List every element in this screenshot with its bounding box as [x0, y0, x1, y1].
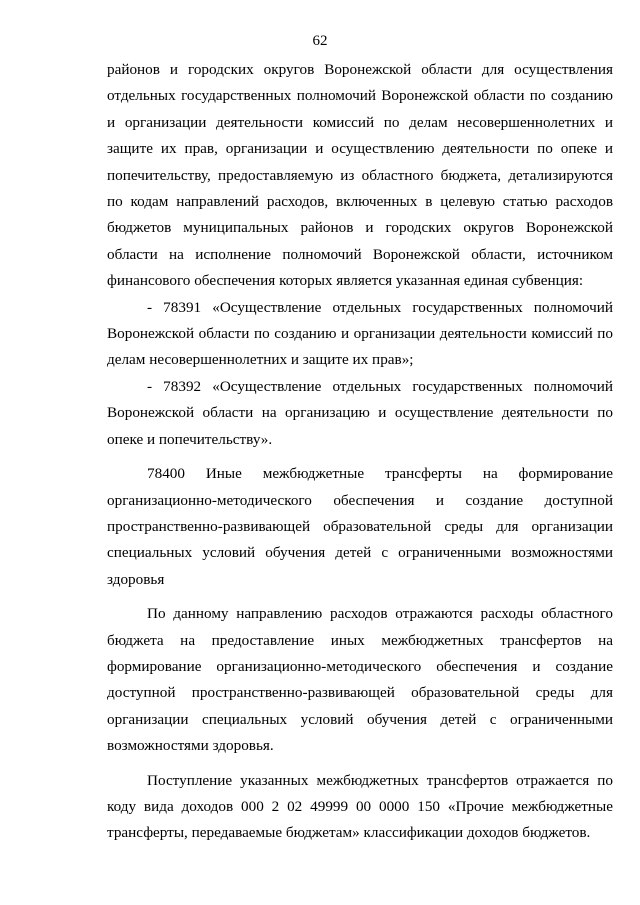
heading-code-78400: 78400 Иные межбюджетные трансферты на формирование организационно-методического обеспечения и создание доступной пространственно-развивающей образовательной среды для организации специальных условий обучения детей с ограниченными возможностями здоровья [107, 465, 613, 588]
paragraph-expense-description: По данному направлению расходов отражаются расходы областного бюджета на предоставление иных межбюджетных трансфертов на формирование организационно-методического обеспечения и создание доступной пространственно-развивающей образовательной среды для организации специальных условий обучения детей с ограниченными возможностями здоровья. [107, 605, 613, 755]
paragraph-code-78392: - 78392 «Осуществление отдельных государственных полномочий Воронежской области на организацию и осуществление деятельности по опеке и попечительству». [107, 377, 613, 448]
paragraph-code-78391: - 78391 «Осуществление отдельных государственных полномочий Воронежской области по созданию и организации деятельности комиссий по делам несовершеннолетних и защите их прав»; [107, 298, 613, 369]
paragraph-income-code: Поступление указанных межбюджетных трансфертов отражается по коду вида доходов 000 2 02 49999 00 0000 150 «Прочие межбюджетные трансферты, передаваемые бюджетам» классификации доходов бюджетов. [107, 771, 613, 842]
paragraph-subvention-details: районов и городских округов Воронежской области для осуществления отдельных государственных полномочий Воронежской области по созданию и организации деятельности комиссий по делам несовершеннолетних и защите их прав, организации и осуществлению деятельности по опеке и попечительству, предоставляемую из областного бюджета, детализируются по кодам направлений расходов, включенных в целевую статью расходов бюджетов муниципальных районов и городских округов Воронежской области на исполнение полномочий Воронежской области, источником финансового обеспечения которых является указанная единая субвенция: [107, 61, 613, 290]
document-body [107, 57, 613, 847]
page-number: 62 [312, 33, 328, 49]
